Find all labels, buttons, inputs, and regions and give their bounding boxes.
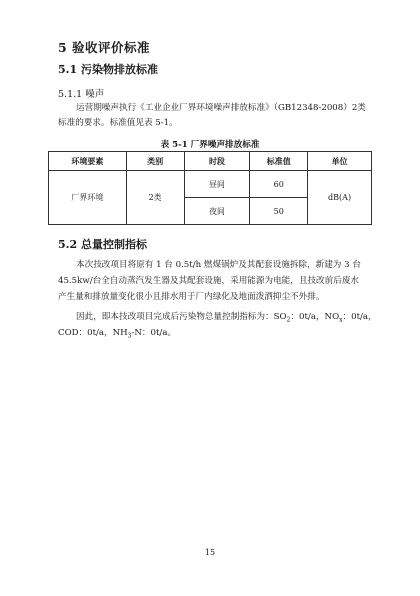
header-cell: 时段: [184, 152, 250, 171]
section-title: 5 验收评价标准: [58, 40, 151, 55]
table-header-row: [49, 152, 372, 171]
unit-cell: dB(A): [308, 171, 372, 225]
value-cell: 50: [250, 198, 308, 225]
header-cell: 单位: [308, 152, 372, 171]
header-cell: 环境要素: [49, 152, 127, 171]
category-cell: 2类: [126, 171, 184, 225]
total-control-line-2: 45.5kw/台全自动蒸汽发生器及其配套设施，采用能源为电能，且技改前后废水: [58, 276, 360, 286]
total-control-indicator-line-1: 因此，即本技改项目完成后污染物总量控制指标为：$SO_2$：0t/a，$NO_x$：0t/a，: [76, 312, 377, 324]
period-cell: 夜间: [184, 198, 250, 225]
table-row: [49, 171, 372, 198]
total-control-line-1: 本次技改项目将原有 1 台 0.5t/h 燃煤锅炉及其配套设施拆除，新建为 3 台: [76, 260, 361, 270]
noise-standard-table: [48, 151, 372, 225]
subsection-title-5-1-1: 5.1.1 噪声: [58, 89, 105, 100]
header-cell: 标准值: [250, 152, 308, 171]
noise-paragraph-line-2: 标准的要求。标准值见表 5-1。: [58, 118, 178, 128]
period-cell: 昼间: [184, 171, 250, 198]
total-control-line-3: 产生量和排放量变化很小且排水用于厂内绿化及地面泼洒抑尘不外排。: [58, 292, 325, 302]
noise-paragraph-line-1: 运营期噪声执行《工业企业厂界环境噪声排放标准》（GB12348-2008）2类: [76, 103, 366, 113]
total-control-indicator-line-2: COD：0t/a，$NH_3-N$：0t/a。: [58, 328, 177, 340]
value-cell: 60: [250, 171, 308, 198]
header-cell: 类别: [126, 152, 184, 171]
env-cell: 厂界环境: [49, 171, 127, 225]
subsection-title-5-2: 5.2 总量控制指标: [58, 238, 147, 251]
subsection-title-5-1: 5.1 污染物排放标准: [58, 63, 158, 76]
page-number: 15: [204, 548, 216, 557]
table-caption: 表 5-1 厂界噪声排放标准: [160, 140, 260, 150]
